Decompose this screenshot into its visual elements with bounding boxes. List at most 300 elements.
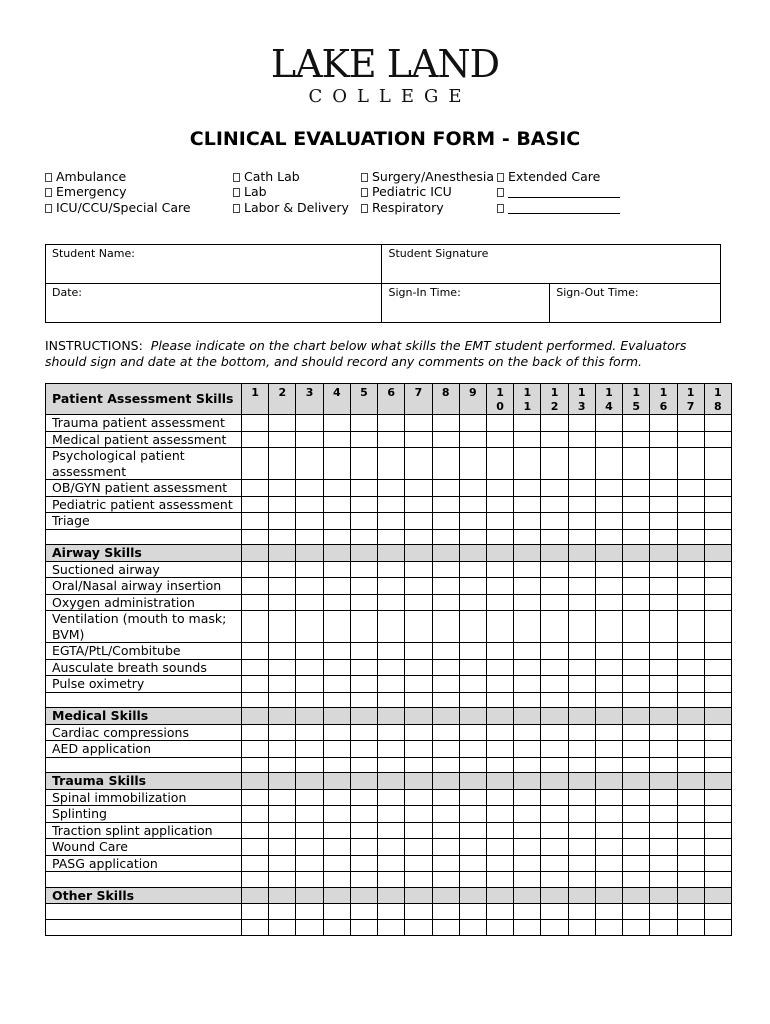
evaluation-cell[interactable] [350,561,377,578]
evaluation-cell[interactable] [514,904,541,920]
evaluation-cell[interactable] [595,692,622,708]
evaluation-cell[interactable] [486,415,513,432]
evaluation-cell[interactable] [486,839,513,856]
evaluation-cell[interactable] [459,594,486,611]
evaluation-cell[interactable] [432,855,459,872]
evaluation-cell[interactable] [242,643,269,660]
evaluation-cell[interactable] [623,692,650,708]
evaluation-cell[interactable] [623,919,650,935]
evaluation-cell[interactable] [350,448,377,480]
evaluation-cell[interactable] [350,741,377,758]
area-emergency[interactable]: Emergency [45,184,191,199]
evaluation-cell[interactable] [541,529,568,545]
evaluation-cell[interactable] [514,448,541,480]
evaluation-cell[interactable] [242,806,269,823]
evaluation-cell[interactable] [704,431,731,448]
evaluation-cell[interactable] [378,561,405,578]
evaluation-cell[interactable] [595,855,622,872]
evaluation-cell[interactable] [323,741,350,758]
evaluation-cell[interactable] [459,643,486,660]
evaluation-cell[interactable] [459,529,486,545]
evaluation-cell[interactable] [704,659,731,676]
evaluation-cell[interactable] [568,659,595,676]
evaluation-cell[interactable] [378,855,405,872]
evaluation-cell[interactable] [323,872,350,888]
evaluation-cell[interactable] [242,904,269,920]
evaluation-cell[interactable] [568,676,595,693]
evaluation-cell[interactable] [623,839,650,856]
evaluation-cell[interactable] [269,594,296,611]
evaluation-cell[interactable] [296,872,323,888]
evaluation-cell[interactable] [486,480,513,497]
evaluation-cell[interactable] [595,872,622,888]
evaluation-cell[interactable] [486,594,513,611]
evaluation-cell[interactable] [704,872,731,888]
evaluation-cell[interactable] [350,578,377,595]
evaluation-cell[interactable] [541,659,568,676]
evaluation-cell[interactable] [541,919,568,935]
evaluation-cell[interactable] [432,724,459,741]
evaluation-cell[interactable] [432,594,459,611]
student-name-field[interactable]: Student Name: [46,245,382,284]
evaluation-cell[interactable] [677,611,704,643]
evaluation-cell[interactable] [405,513,432,530]
area-respiratory[interactable]: Respiratory [361,200,494,215]
evaluation-cell[interactable] [514,806,541,823]
evaluation-cell[interactable] [595,724,622,741]
evaluation-cell[interactable] [378,692,405,708]
evaluation-cell[interactable] [486,904,513,920]
evaluation-cell[interactable] [677,919,704,935]
evaluation-cell[interactable] [405,611,432,643]
evaluation-cell[interactable] [242,919,269,935]
evaluation-cell[interactable] [242,757,269,773]
evaluation-cell[interactable] [242,561,269,578]
evaluation-cell[interactable] [269,415,296,432]
evaluation-cell[interactable] [514,578,541,595]
evaluation-cell[interactable] [486,822,513,839]
evaluation-cell[interactable] [595,431,622,448]
evaluation-cell[interactable] [650,872,677,888]
evaluation-cell[interactable] [650,692,677,708]
evaluation-cell[interactable] [405,561,432,578]
evaluation-cell[interactable] [704,904,731,920]
evaluation-cell[interactable] [650,448,677,480]
evaluation-cell[interactable] [677,480,704,497]
evaluation-cell[interactable] [595,757,622,773]
evaluation-cell[interactable] [378,448,405,480]
evaluation-cell[interactable] [242,839,269,856]
evaluation-cell[interactable] [514,415,541,432]
evaluation-cell[interactable] [514,659,541,676]
area-extended-care[interactable]: Extended Care [497,169,620,184]
evaluation-cell[interactable] [677,415,704,432]
evaluation-cell[interactable] [677,529,704,545]
evaluation-cell[interactable] [514,676,541,693]
evaluation-cell[interactable] [650,480,677,497]
evaluation-cell[interactable] [405,692,432,708]
skill-name-blank[interactable] [46,872,242,888]
evaluation-cell[interactable] [595,643,622,660]
evaluation-cell[interactable] [541,872,568,888]
evaluation-cell[interactable] [595,594,622,611]
evaluation-cell[interactable] [432,529,459,545]
evaluation-cell[interactable] [269,757,296,773]
evaluation-cell[interactable] [623,855,650,872]
evaluation-cell[interactable] [432,741,459,758]
evaluation-cell[interactable] [704,676,731,693]
evaluation-cell[interactable] [595,822,622,839]
evaluation-cell[interactable] [432,561,459,578]
evaluation-cell[interactable] [350,806,377,823]
evaluation-cell[interactable] [514,480,541,497]
evaluation-cell[interactable] [242,855,269,872]
evaluation-cell[interactable] [623,480,650,497]
evaluation-cell[interactable] [405,643,432,660]
area-surgery[interactable]: Surgery/Anesthesia [361,169,494,184]
evaluation-cell[interactable] [486,529,513,545]
evaluation-cell[interactable] [486,919,513,935]
evaluation-cell[interactable] [296,431,323,448]
evaluation-cell[interactable] [595,659,622,676]
evaluation-cell[interactable] [269,789,296,806]
evaluation-cell[interactable] [486,692,513,708]
evaluation-cell[interactable] [568,496,595,513]
evaluation-cell[interactable] [350,919,377,935]
evaluation-cell[interactable] [405,676,432,693]
evaluation-cell[interactable] [514,757,541,773]
evaluation-cell[interactable] [378,741,405,758]
area-pediatric-icu[interactable]: Pediatric ICU [361,184,494,199]
evaluation-cell[interactable] [405,724,432,741]
evaluation-cell[interactable] [595,480,622,497]
evaluation-cell[interactable] [650,611,677,643]
evaluation-cell[interactable] [486,872,513,888]
evaluation-cell[interactable] [432,611,459,643]
evaluation-cell[interactable] [514,431,541,448]
area-lab[interactable]: Lab [233,184,349,199]
evaluation-cell[interactable] [350,724,377,741]
evaluation-cell[interactable] [269,431,296,448]
evaluation-cell[interactable] [568,561,595,578]
evaluation-cell[interactable] [568,822,595,839]
evaluation-cell[interactable] [650,806,677,823]
evaluation-cell[interactable] [350,496,377,513]
skill-name-blank[interactable] [46,757,242,773]
evaluation-cell[interactable] [296,513,323,530]
evaluation-cell[interactable] [650,431,677,448]
evaluation-cell[interactable] [514,611,541,643]
evaluation-cell[interactable] [378,724,405,741]
evaluation-cell[interactable] [432,513,459,530]
evaluation-cell[interactable] [568,480,595,497]
evaluation-cell[interactable] [623,611,650,643]
evaluation-cell[interactable] [486,431,513,448]
evaluation-cell[interactable] [350,822,377,839]
evaluation-cell[interactable] [378,806,405,823]
evaluation-cell[interactable] [459,855,486,872]
evaluation-cell[interactable] [514,496,541,513]
evaluation-cell[interactable] [677,855,704,872]
evaluation-cell[interactable] [677,806,704,823]
evaluation-cell[interactable] [541,431,568,448]
sign-in-time-field[interactable]: Sign-In Time: [382,284,550,323]
evaluation-cell[interactable] [459,919,486,935]
evaluation-cell[interactable] [405,496,432,513]
evaluation-cell[interactable] [568,789,595,806]
evaluation-cell[interactable] [514,741,541,758]
evaluation-cell[interactable] [623,643,650,660]
evaluation-cell[interactable] [595,904,622,920]
evaluation-cell[interactable] [350,431,377,448]
evaluation-cell[interactable] [486,496,513,513]
evaluation-cell[interactable] [269,448,296,480]
evaluation-cell[interactable] [405,789,432,806]
evaluation-cell[interactable] [350,659,377,676]
evaluation-cell[interactable] [541,904,568,920]
sign-out-time-field[interactable]: Sign-Out Time: [550,284,721,323]
evaluation-cell[interactable] [378,431,405,448]
evaluation-cell[interactable] [541,561,568,578]
evaluation-cell[interactable] [459,904,486,920]
evaluation-cell[interactable] [650,839,677,856]
evaluation-cell[interactable] [296,822,323,839]
evaluation-cell[interactable] [378,904,405,920]
evaluation-cell[interactable] [323,855,350,872]
evaluation-cell[interactable] [323,578,350,595]
evaluation-cell[interactable] [595,561,622,578]
evaluation-cell[interactable] [378,757,405,773]
evaluation-cell[interactable] [242,741,269,758]
evaluation-cell[interactable] [677,513,704,530]
evaluation-cell[interactable] [296,904,323,920]
evaluation-cell[interactable] [623,448,650,480]
evaluation-cell[interactable] [350,676,377,693]
evaluation-cell[interactable] [623,415,650,432]
evaluation-cell[interactable] [541,448,568,480]
evaluation-cell[interactable] [568,578,595,595]
evaluation-cell[interactable] [269,496,296,513]
evaluation-cell[interactable] [296,480,323,497]
evaluation-cell[interactable] [242,594,269,611]
evaluation-cell[interactable] [432,822,459,839]
evaluation-cell[interactable] [269,872,296,888]
evaluation-cell[interactable] [704,611,731,643]
evaluation-cell[interactable] [650,513,677,530]
evaluation-cell[interactable] [432,659,459,676]
evaluation-cell[interactable] [269,643,296,660]
area-other-1[interactable] [497,184,620,199]
evaluation-cell[interactable] [568,415,595,432]
evaluation-cell[interactable] [296,789,323,806]
evaluation-cell[interactable] [296,561,323,578]
evaluation-cell[interactable] [650,855,677,872]
evaluation-cell[interactable] [677,431,704,448]
evaluation-cell[interactable] [323,448,350,480]
evaluation-cell[interactable] [269,480,296,497]
evaluation-cell[interactable] [269,692,296,708]
evaluation-cell[interactable] [595,529,622,545]
evaluation-cell[interactable] [269,904,296,920]
evaluation-cell[interactable] [269,919,296,935]
evaluation-cell[interactable] [459,757,486,773]
evaluation-cell[interactable] [405,594,432,611]
evaluation-cell[interactable] [704,806,731,823]
skill-name-blank[interactable] [46,529,242,545]
evaluation-cell[interactable] [650,415,677,432]
evaluation-cell[interactable] [269,578,296,595]
evaluation-cell[interactable] [514,919,541,935]
evaluation-cell[interactable] [459,741,486,758]
evaluation-cell[interactable] [568,919,595,935]
evaluation-cell[interactable] [541,741,568,758]
evaluation-cell[interactable] [595,839,622,856]
evaluation-cell[interactable] [486,741,513,758]
evaluation-cell[interactable] [378,529,405,545]
evaluation-cell[interactable] [623,496,650,513]
evaluation-cell[interactable] [677,594,704,611]
evaluation-cell[interactable] [623,659,650,676]
evaluation-cell[interactable] [486,578,513,595]
evaluation-cell[interactable] [405,659,432,676]
evaluation-cell[interactable] [378,676,405,693]
evaluation-cell[interactable] [323,594,350,611]
evaluation-cell[interactable] [514,822,541,839]
evaluation-cell[interactable] [704,822,731,839]
evaluation-cell[interactable] [323,676,350,693]
evaluation-cell[interactable] [405,448,432,480]
evaluation-cell[interactable] [486,676,513,693]
evaluation-cell[interactable] [323,480,350,497]
evaluation-cell[interactable] [595,578,622,595]
evaluation-cell[interactable] [595,448,622,480]
evaluation-cell[interactable] [541,496,568,513]
evaluation-cell[interactable] [677,496,704,513]
evaluation-cell[interactable] [650,789,677,806]
evaluation-cell[interactable] [514,643,541,660]
evaluation-cell[interactable] [269,741,296,758]
evaluation-cell[interactable] [623,741,650,758]
evaluation-cell[interactable] [568,529,595,545]
evaluation-cell[interactable] [677,741,704,758]
evaluation-cell[interactable] [242,872,269,888]
evaluation-cell[interactable] [623,431,650,448]
evaluation-cell[interactable] [623,904,650,920]
evaluation-cell[interactable] [568,741,595,758]
evaluation-cell[interactable] [514,872,541,888]
evaluation-cell[interactable] [459,561,486,578]
evaluation-cell[interactable] [323,611,350,643]
evaluation-cell[interactable] [323,904,350,920]
evaluation-cell[interactable] [486,757,513,773]
evaluation-cell[interactable] [350,757,377,773]
evaluation-cell[interactable] [650,659,677,676]
evaluation-cell[interactable] [486,561,513,578]
evaluation-cell[interactable] [459,659,486,676]
evaluation-cell[interactable] [350,480,377,497]
evaluation-cell[interactable] [459,872,486,888]
evaluation-cell[interactable] [432,496,459,513]
evaluation-cell[interactable] [595,415,622,432]
evaluation-cell[interactable] [405,529,432,545]
evaluation-cell[interactable] [650,822,677,839]
evaluation-cell[interactable] [296,643,323,660]
evaluation-cell[interactable] [296,529,323,545]
skill-name-blank[interactable] [46,904,242,920]
area-icu[interactable]: ICU/CCU/Special Care [45,200,191,215]
evaluation-cell[interactable] [486,855,513,872]
evaluation-cell[interactable] [432,431,459,448]
evaluation-cell[interactable] [568,448,595,480]
evaluation-cell[interactable] [595,496,622,513]
evaluation-cell[interactable] [269,822,296,839]
evaluation-cell[interactable] [432,415,459,432]
evaluation-cell[interactable] [323,415,350,432]
evaluation-cell[interactable] [242,659,269,676]
evaluation-cell[interactable] [378,594,405,611]
evaluation-cell[interactable] [541,643,568,660]
area-ambulance[interactable]: Ambulance [45,169,191,184]
evaluation-cell[interactable] [269,724,296,741]
evaluation-cell[interactable] [405,806,432,823]
area-cath-lab[interactable]: Cath Lab [233,169,349,184]
evaluation-cell[interactable] [677,839,704,856]
evaluation-cell[interactable] [595,806,622,823]
evaluation-cell[interactable] [296,839,323,856]
evaluation-cell[interactable] [514,513,541,530]
evaluation-cell[interactable] [323,659,350,676]
evaluation-cell[interactable] [595,513,622,530]
evaluation-cell[interactable] [677,724,704,741]
evaluation-cell[interactable] [541,839,568,856]
evaluation-cell[interactable] [378,659,405,676]
evaluation-cell[interactable] [269,676,296,693]
evaluation-cell[interactable] [568,692,595,708]
evaluation-cell[interactable] [296,757,323,773]
evaluation-cell[interactable] [704,919,731,935]
evaluation-cell[interactable] [350,611,377,643]
evaluation-cell[interactable] [405,757,432,773]
evaluation-cell[interactable] [704,496,731,513]
evaluation-cell[interactable] [378,643,405,660]
evaluation-cell[interactable] [296,594,323,611]
evaluation-cell[interactable] [405,919,432,935]
evaluation-cell[interactable] [378,415,405,432]
evaluation-cell[interactable] [323,692,350,708]
evaluation-cell[interactable] [486,643,513,660]
evaluation-cell[interactable] [296,676,323,693]
evaluation-cell[interactable] [323,919,350,935]
evaluation-cell[interactable] [323,806,350,823]
evaluation-cell[interactable] [323,513,350,530]
evaluation-cell[interactable] [242,415,269,432]
evaluation-cell[interactable] [568,724,595,741]
evaluation-cell[interactable] [677,692,704,708]
evaluation-cell[interactable] [623,724,650,741]
evaluation-cell[interactable] [323,643,350,660]
evaluation-cell[interactable] [704,529,731,545]
evaluation-cell[interactable] [623,676,650,693]
evaluation-cell[interactable] [704,480,731,497]
evaluation-cell[interactable] [541,611,568,643]
evaluation-cell[interactable] [486,806,513,823]
evaluation-cell[interactable] [242,431,269,448]
evaluation-cell[interactable] [486,513,513,530]
evaluation-cell[interactable] [242,724,269,741]
evaluation-cell[interactable] [350,529,377,545]
evaluation-cell[interactable] [514,855,541,872]
evaluation-cell[interactable] [514,594,541,611]
